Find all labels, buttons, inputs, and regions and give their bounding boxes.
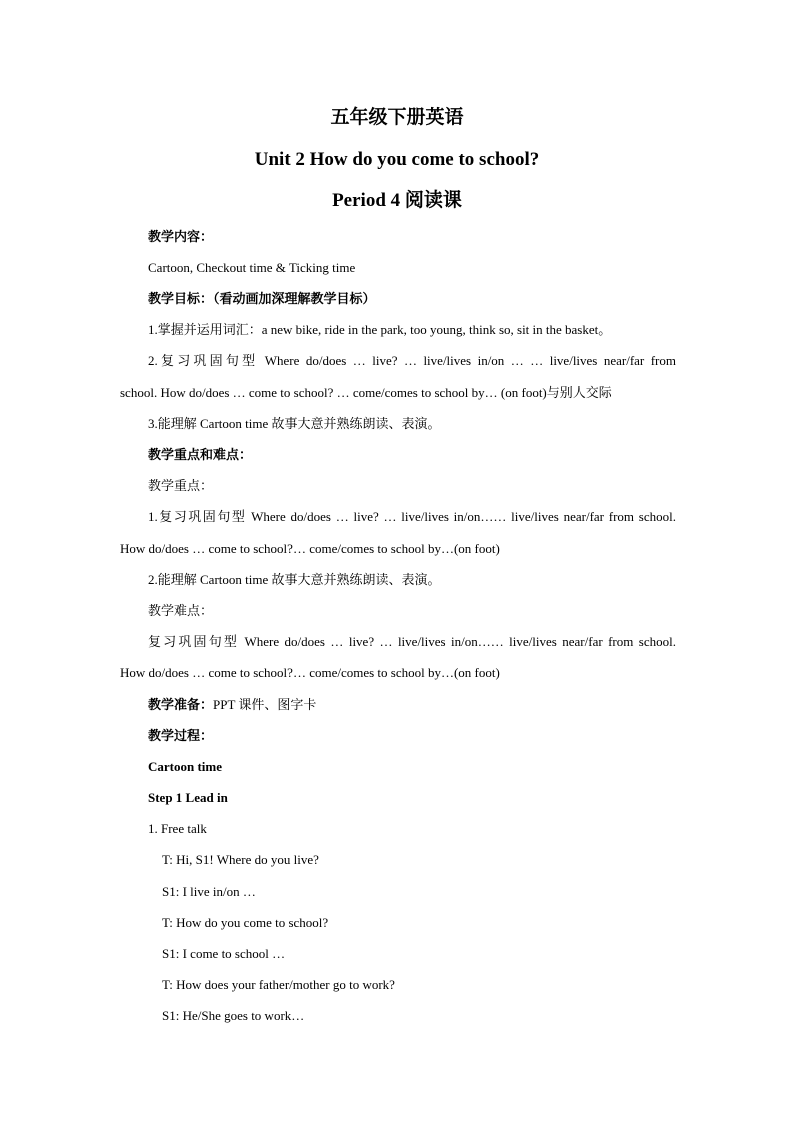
objectives-label: 教学目标：（看动画加深理解教学目标） [148,291,376,306]
process-label: 教学过程： [148,728,214,743]
key-difficult-label: 教学重点和难点： [148,447,253,462]
free-talk-heading: 1. Free talk [148,821,207,836]
difficult-point-line-1: 复习巩固句型 Where do/does … live? … live/lives in/on…… live/lives near/far from school. [148,634,676,649]
dialogue-line: T: How do you come to school? [162,915,329,930]
difficult-point-line-2: How do/does … come to school?… come/comes to school by…(on foot) [120,665,500,680]
difficult-points-label: 教学难点： [148,603,214,618]
key-points-label: 教学重点： [148,478,214,493]
key-point-1-line-2: How do/does … come to school?… come/comes to school by…(on foot) [120,541,500,556]
teaching-content-label: 教学内容： [148,229,214,244]
objective-2-line-2: school. How do/does … come to school? … come/comes to school by… (on foot)与别人交际 [120,385,612,400]
dialogue-line: S1: I come to school … [162,946,286,961]
title-unit: Unit 2 How do you come to school? [254,149,540,170]
objective-3: 3.能理解 Cartoon time 故事大意并熟练朗读、表演。 [148,416,441,431]
title-period: Period 4 阅读课 [332,190,462,211]
dialogue-line: T: Hi, S1! Where do you live? [162,852,319,867]
teaching-content-text: Cartoon, Checkout time & Ticking time [148,260,356,275]
key-point-1-line-1: 1.复习巩固句型 Where do/does … live? … live/lives in/on…… live/lives near/far from school. [148,509,676,524]
step-1-heading: Step 1 Lead in [148,790,228,805]
dialogue-line: S1: I live in/on … [162,884,256,899]
preparation-text: PPT 课件、图字卡 [213,697,317,712]
objective-2-line-1: 2.复习巩固句型 Where do/does … live? … live/lives in/on … … live/lives near/far from [148,353,676,368]
dialogue-line: S1: He/She goes to work… [162,1008,305,1023]
objective-1: 1.掌握并运用词汇：a new bike, ride in the park, too young, think so, sit in the basket。 [148,322,612,337]
preparation-label: 教学准备： [148,697,214,712]
dialogue-line: T: How does your father/mother go to work? [162,977,395,992]
section-cartoon-time: Cartoon time [148,759,223,774]
preparation-row [148,696,316,714]
title-grade-subject: 五年级下册英语 [330,107,464,128]
key-point-2: 2.能理解 Cartoon time 故事大意并熟练朗读、表演。 [148,572,441,587]
